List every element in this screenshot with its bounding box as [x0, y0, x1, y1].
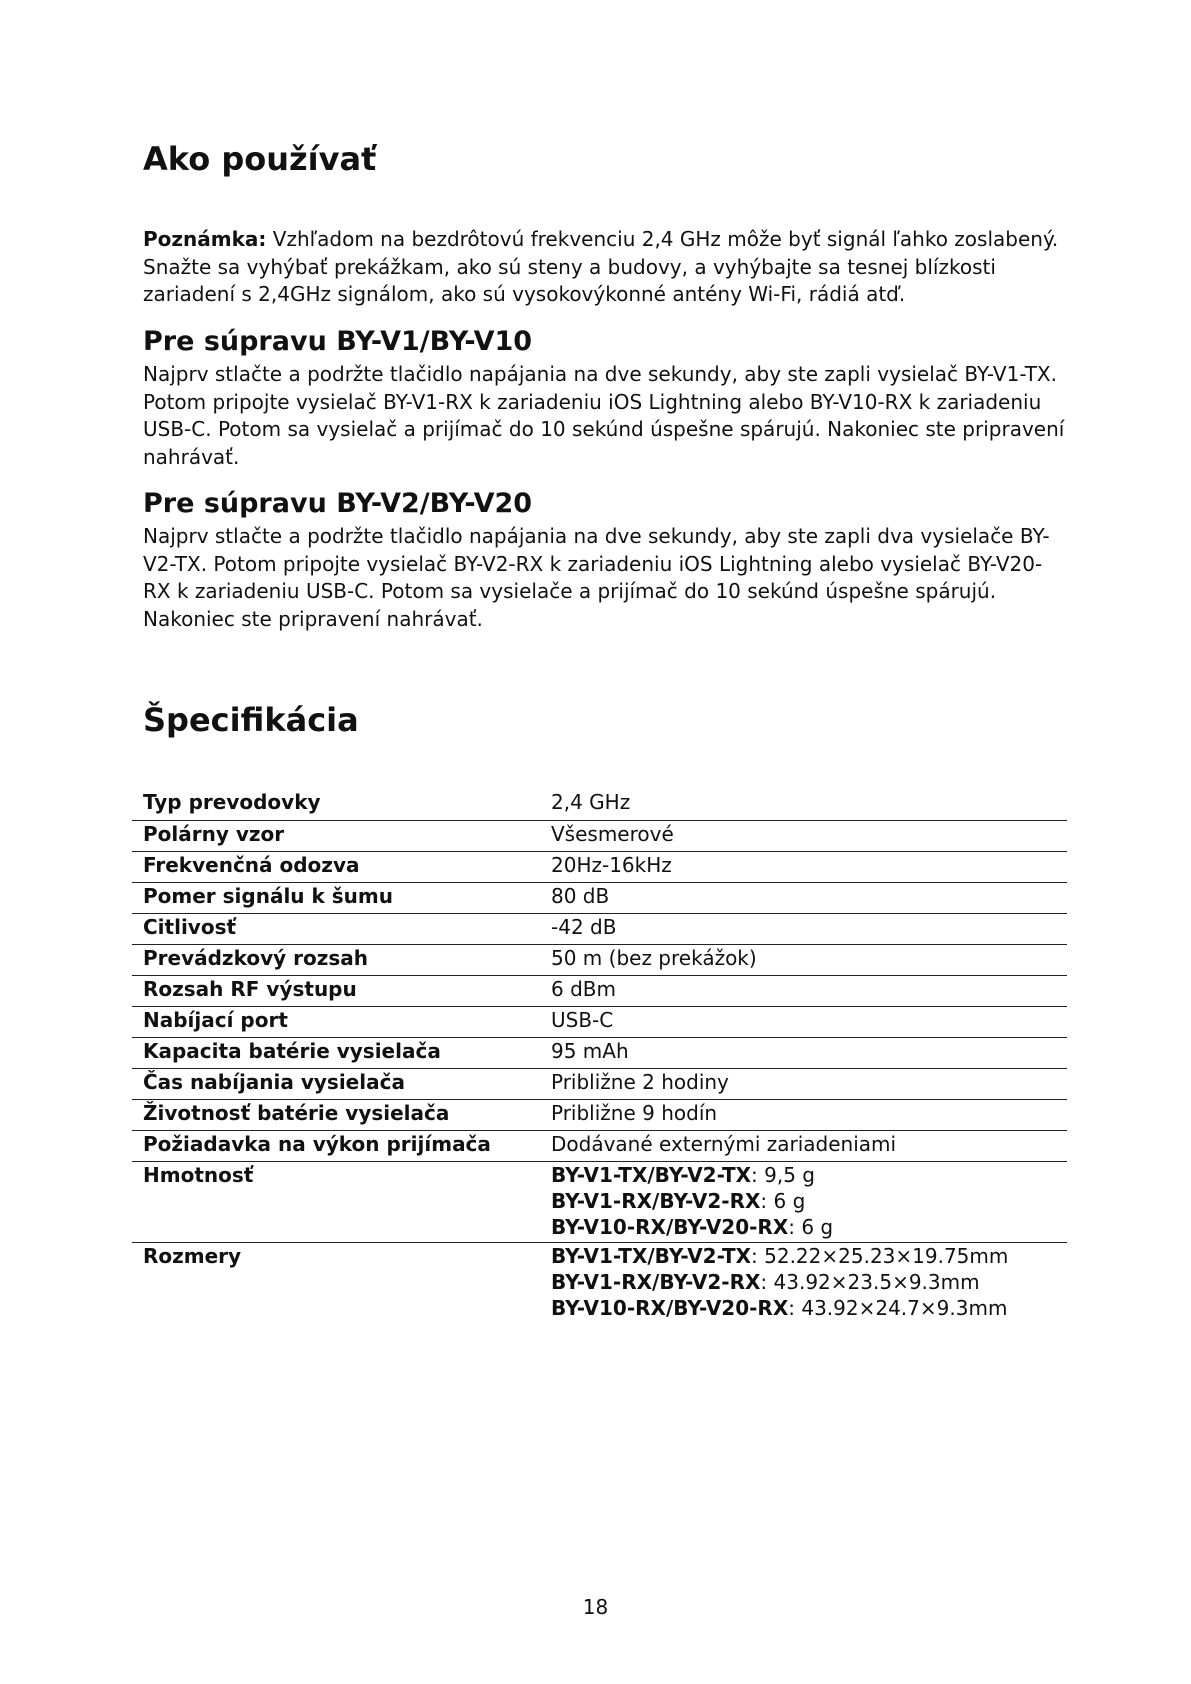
- spec-key: Rozsah RF výstupu: [132, 975, 540, 1006]
- spec-value: Približne 2 hodiny: [540, 1068, 1067, 1099]
- dimension-line: [551, 1269, 1067, 1295]
- spec-value: 6 dBm: [540, 975, 1067, 1006]
- spec-value: 80 dB: [540, 882, 1067, 913]
- spec-value: Dodávané externými zariadeniami: [540, 1130, 1067, 1161]
- spec-key: Životnosť batérie vysielača: [132, 1099, 540, 1130]
- spec-key: Prevádzkový rozsah: [132, 944, 540, 975]
- spec-key: Požiadavka na výkon prijímača: [132, 1130, 540, 1161]
- weight-line: [551, 1162, 1067, 1188]
- weight-model: BY-V10-RX/BY-V20-RX: [551, 1214, 789, 1239]
- spec-row: [132, 913, 1067, 944]
- weight-line: [551, 1214, 1067, 1240]
- spec-value: 20Hz-16kHz: [540, 851, 1067, 882]
- spec-row: [132, 1068, 1067, 1099]
- dimension-model: BY-V1-TX/BY-V2-TX: [551, 1243, 752, 1268]
- spec-value: -42 dB: [540, 913, 1067, 944]
- spec-row: [132, 944, 1067, 975]
- section-v2-text: Najprv stlačte a podržte tlačidlo napájania na dve sekundy, aby ste zapli dva vysielače BY-V2-TX. Potom pripojte vysielač BY-V2-RX k zariadeniu iOS Lightning alebo vysielač BY-V20-RX k zariadeniu USB-C. Potom sa vysielače a prijímač do 10 sekúnd úspešne spárujú. Nakoniec ste pripravení nahrávať.: [143, 524, 1050, 631]
- spec-row: [132, 820, 1067, 851]
- spec-value: 50 m (bez prekážok): [540, 944, 1067, 975]
- spec-key: Typ prevodovky: [132, 789, 540, 820]
- spec-row-dimensions: [132, 1242, 1067, 1323]
- spec-value-dimensions: [540, 1242, 1067, 1323]
- dimension-value: : 52.22×25.23×19.75mm: [751, 1243, 1009, 1268]
- weight-value: : 9,5 g: [751, 1162, 815, 1187]
- section-v2-heading: Pre súpravu BY-V2/BY-V20: [143, 488, 533, 519]
- dimension-value: : 43.92×23.5×9.3mm: [760, 1269, 980, 1294]
- spec-key: Pomer signálu k šumu: [132, 882, 540, 913]
- spec-value-weight: [540, 1161, 1067, 1242]
- spec-row: [132, 789, 1067, 820]
- spec-value: Všesmerové: [540, 820, 1067, 851]
- spec-row: [132, 975, 1067, 1006]
- spec-row: [132, 1099, 1067, 1130]
- weight-value: : 6 g: [760, 1188, 806, 1213]
- spec-title: Špecifikácia: [143, 701, 359, 739]
- spec-key: Čas nabíjania vysielača: [132, 1068, 540, 1099]
- how-to-title: Ako používať: [143, 140, 377, 178]
- spec-row: [132, 1130, 1067, 1161]
- spec-row: [132, 851, 1067, 882]
- note-paragraph: [143, 226, 1068, 309]
- spec-value: 2,4 GHz: [540, 789, 1067, 820]
- spec-row: [132, 1037, 1067, 1068]
- section-v1-text: Najprv stlačte a podržte tlačidlo napájania na dve sekundy, aby ste zapli vysielač BY-V1-TX. Potom pripojte vysielač BY-V1-RX k zariadeniu iOS Lightning alebo BY-V10-RX k zariadeniu USB-C. Potom sa vysielač a prijímač do 10 sekúnd úspešne spárujú. Nakoniec ste pripravení nahrávať.: [143, 362, 1065, 469]
- spec-table: [132, 789, 1067, 1323]
- spec-key: Kapacita batérie vysielača: [132, 1037, 540, 1068]
- spec-key: Rozmery: [143, 1243, 242, 1268]
- dimension-line: [551, 1243, 1067, 1269]
- spec-value: 95 mAh: [540, 1037, 1067, 1068]
- weight-model: BY-V1-TX/BY-V2-TX: [551, 1162, 752, 1187]
- spec-value: USB-C: [540, 1006, 1067, 1037]
- dimension-model: BY-V1-RX/BY-V2-RX: [551, 1269, 761, 1294]
- spec-row: [132, 1006, 1067, 1037]
- spec-key: Nabíjací port: [132, 1006, 540, 1037]
- dimension-model: BY-V10-RX/BY-V20-RX: [551, 1295, 789, 1320]
- spec-key: Citlivosť: [132, 913, 540, 944]
- weight-value: : 6 g: [788, 1214, 834, 1239]
- note-text: Vzhľadom na bezdrôtovú frekvenciu 2,4 GHz môže byť signál ľahko zoslabený. Snažte sa vyhýbať prekážkam, ako sú steny a budovy, a vyhýbajte sa tesnej blízkosti zariadení s 2,4GHz signálom, ako sú vysokovýkonné antény Wi-Fi, rádiá atď.: [143, 227, 1059, 306]
- weight-line: [551, 1188, 1067, 1214]
- weight-model: BY-V1-RX/BY-V2-RX: [551, 1188, 761, 1213]
- section-v1-heading: Pre súpravu BY-V1/BY-V10: [143, 326, 533, 357]
- page-number: 18: [582, 1595, 609, 1619]
- spec-row-weight: [132, 1161, 1067, 1242]
- spec-row: [132, 882, 1067, 913]
- spec-key: Polárny vzor: [132, 820, 540, 851]
- note-label: Poznámka:: [143, 227, 267, 251]
- spec-key: Hmotnosť: [132, 1161, 540, 1242]
- dimension-value: : 43.92×24.7×9.3mm: [788, 1295, 1008, 1320]
- spec-value: Približne 9 hodín: [540, 1099, 1067, 1130]
- spec-key: Frekvenčná odozva: [132, 851, 540, 882]
- dimension-line: [551, 1295, 1067, 1321]
